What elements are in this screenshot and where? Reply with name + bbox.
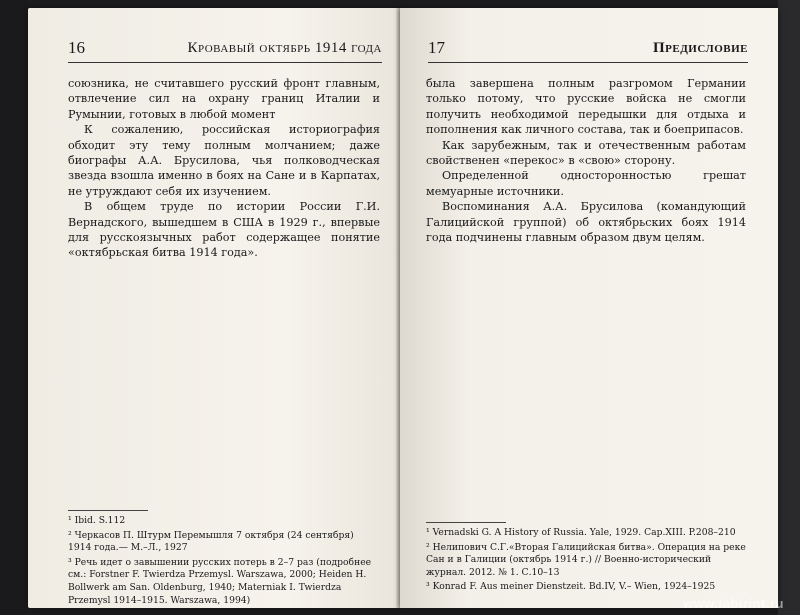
left-header-rule xyxy=(68,62,382,63)
background-left xyxy=(0,0,28,615)
right-paragraph-3: Определенной односторонностью грешат мемуарные источники. xyxy=(426,169,746,198)
right-footnote-3: ³ Konrad F. Aus meiner Dienstzeit. Bd.IV, V.– Wien, 1924–1925 xyxy=(426,581,716,593)
right-footnote-separator xyxy=(426,522,506,523)
left-footnote-separator xyxy=(68,510,148,511)
right-body-text xyxy=(426,76,746,245)
left-footnotes xyxy=(68,510,380,608)
right-paragraph-1: была завершена полным разгромом Германии только потому, что русские войска не смогли получить необходимой передышки для отдыха и пополнения как личного состава, так и боеприпасов. xyxy=(426,77,746,137)
right-page-number: 17 xyxy=(428,38,445,57)
background-right xyxy=(778,0,800,615)
left-paragraph-1: союзника, не считавшего русский фронт главным, отвлечение сил на охрану границ Италии и Румынии, готовых в любой момент xyxy=(68,77,380,121)
right-page xyxy=(400,8,778,608)
right-paragraph-2: Как зарубежным, так и отечественным работам свойственен «перекос» в «свою» сторону. xyxy=(426,138,746,168)
left-footnote-3: ³ Речь идет о завышении русских потерь в 2–7 раз (подробнее см.: Forstner F. Twierdza Przemysl. Warszawa, 2000; Heiden H. Bollwerk am San. Oldenburg, 1940; Materniak I. Twierdza Przemysl 1914–1915. Warszawa, 1994) xyxy=(68,556,372,606)
right-footnotes xyxy=(426,522,746,596)
left-running-head: Кровавый октябрь 1914 года xyxy=(187,40,382,56)
left-footnote-2: ² Черкасов П. Штурм Перемышля 7 октября (24 сентября) 1914 года.— М.–Л., 1927 xyxy=(68,529,354,554)
left-paragraph-2: К сожалению, российская историография обходит эту тему полным молчанием; даже биографы А.А. Брусилова, чья полководческая звезда взошла именно в боях на Сане и в Карпатах, не утруждают себя их изучением. xyxy=(68,123,380,198)
right-paragraph-4: Воспоминания А.А. Брусилова (командующий Галицийской группой) об октябрьских боях 1914 года подчинены главным образом двум целям. xyxy=(426,200,746,245)
right-running-head: Предисловие xyxy=(653,40,748,56)
right-footnote-2: ² Нелипович С.Г.«Вторая Галицийская битва». Операция на реке Сан и в Галиции (октябрь 1914 г.) // Военно-исторический журнал. 2012. № 1. С.10–13 xyxy=(426,541,746,578)
right-footnote-1: ¹ Vernadski G. A History of Russia. Yale, 1929. Cap.XIII. P.208–210 xyxy=(426,527,736,538)
left-body-text xyxy=(68,76,380,261)
left-footnote-1: ¹ Ibid. S.112 xyxy=(68,515,126,526)
right-header-rule xyxy=(428,62,748,63)
site-watermark: www.labirint.ru xyxy=(683,596,784,611)
left-page xyxy=(28,8,400,608)
left-paragraph-3: В общем труде по истории России Г.И. Вернадского, вышедшем в США в 1929 г., впервые для русскоязычных работ содержащее понятие «октябрьская битва 1914 года». xyxy=(68,200,380,260)
left-page-number: 16 xyxy=(68,38,85,57)
